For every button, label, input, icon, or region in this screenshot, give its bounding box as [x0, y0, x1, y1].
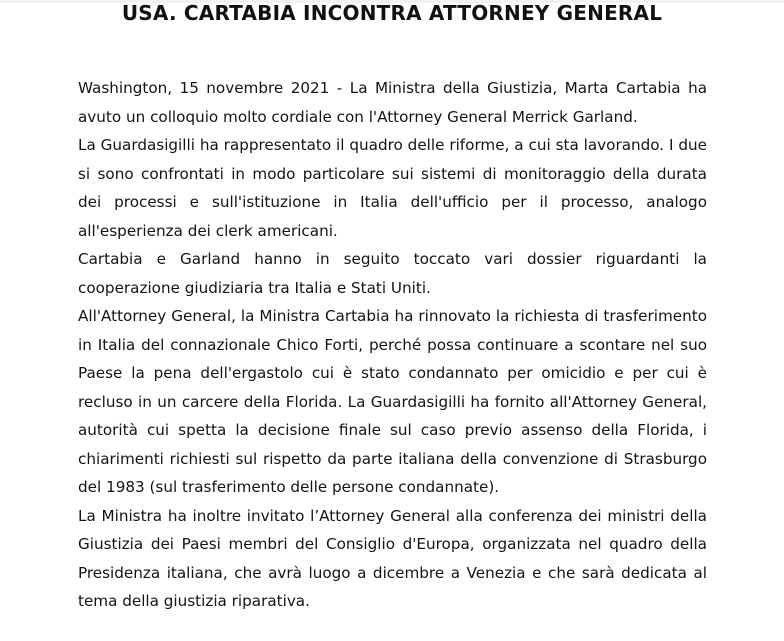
paragraph-conference: La Ministra ha inoltre invitato l’Attorney General alla conferenza dei ministri della Giustizia dei Paesi membri del Consiglio d'Europa, organizzata nel quadro della Presidenza italiana, che avrà luogo a dicembre a Venezia e che sarà dedicata al tema della giustizia riparativa.	[78, 506, 707, 610]
paragraph-reforms: La Guardasigilli ha rappresentato il quadro delle riforme, a cui sta lavorando. I due si sono confrontati in modo particolare sui sistemi di monitoraggio della durata dei processi e sull'istituzione in Italia dell'ufficio per il processo, analogo all'esperienza dei clerk americani.	[78, 136, 707, 240]
paragraph-cooperation: Cartabia e Garland hanno in seguito toccato vari dossier riguardanti la cooperazione giudiziaria tra Italia e Stati Uniti.	[78, 250, 707, 297]
paragraph-forti: All'Attorney General, la Ministra Cartabia ha rinnovato la richiesta di trasferimento in Italia del connazionale Chico Forti, perché possa continuare a scontare nel suo Paese la pena dell'ergastolo cui è stato condannato per omicidio e per cui è recluso in un carcere della Florida. La Guardasigilli ha fornito all'Attorney General, autorità cui spetta la decisione finale sul caso previo assenso della Florida, i chiarimenti richiesti sul rispetto da parte italiana della convenzione di Strasburgo del 1983 (sul trasferimento delle persone condannate).	[78, 307, 707, 496]
document-title: USA. CARTABIA INCONTRA ATTORNEY GENERAL	[121, 1, 663, 25]
document-body	[78, 74, 707, 616]
paragraph-intro: Washington, 15 novembre 2021 - La Ministra della Giustizia, Marta Cartabia ha avuto un colloquio molto cordiale con l'Attorney General Merrick Garland.	[78, 79, 707, 126]
